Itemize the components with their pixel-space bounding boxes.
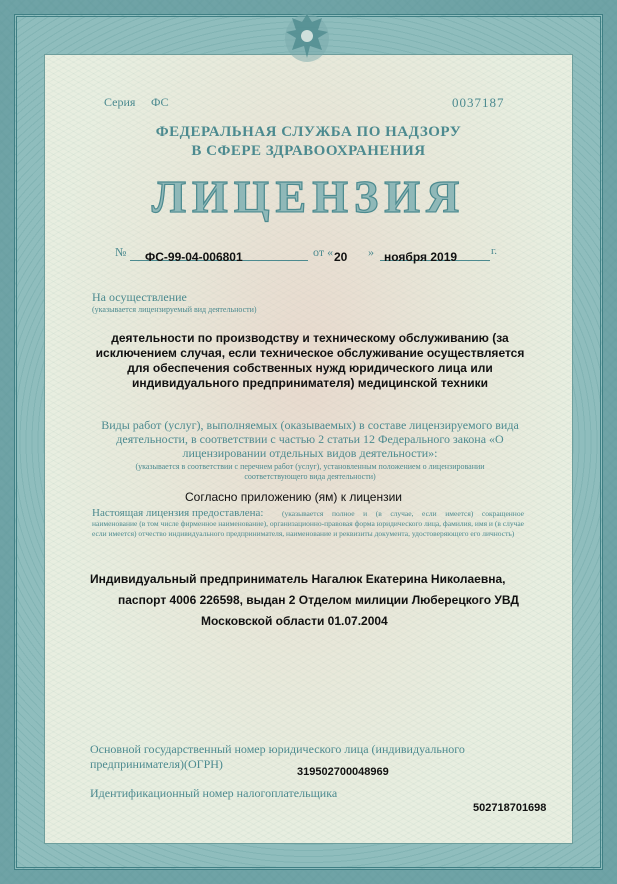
works-hint: (указывается в соответствии с перечнем работ (услуг), установленным положением о лицензировании соответствующего вида деятельности)	[135, 462, 485, 481]
works-text: Виды работ (услуг), выполняемых (оказываемых) в составе лицензируемого вида деятельности, в соответствии с частью 2 статьи 12 Федерального закона «О лицензировании отдельных видов деятельности»:	[101, 418, 519, 460]
agency-line1: ФЕДЕРАЛЬНАЯ СЛУЖБА ПО НАДЗОРУ	[155, 124, 462, 140]
document-title: ЛИЦЕНЗИЯ	[151, 171, 466, 222]
holder-label: Настоящая лицензия предоставлена:	[92, 507, 264, 519]
date-month-year: ноября 2019	[384, 250, 458, 264]
date-quote-close: »	[368, 245, 374, 259]
holder-line3: Московской области 01.07.2004	[201, 614, 388, 628]
holder-hint: (указывается полное и (в случае, если имеется) сокращенное наименование (в том числе фирменное наименование), организационно-правовая форма юридического лица, фамилия, имя и (в случае если имеется) отчество индивидуального предпринимателя, наименование и реквизиты документа, удостоверяющего его личность)	[92, 509, 524, 538]
number-sign: №	[115, 245, 127, 259]
activity-text: деятельности по производству и техническому обслуживанию (за исключением случая, если техническое обслуживание осуществляется для обеспечения собственных нужд юридического лица или индивидуального предпринимателя) медицинской техники	[95, 331, 525, 390]
inn-label: Идентификационный номер налогоплательщика	[90, 786, 338, 800]
inn-value: 502718701698	[473, 802, 547, 814]
series-label: Серия	[104, 95, 136, 109]
year-suffix: г.	[491, 245, 498, 257]
ogrn-value: 319502700048969	[297, 766, 389, 778]
works-value: Согласно приложению (ям) к лицензии	[185, 490, 402, 504]
date-from-label: от «	[313, 245, 334, 259]
series-value: ФС	[151, 95, 169, 109]
holder-line2: паспорт 4006 226598, выдан 2 Отделом милиции Люберецкого УВД	[118, 593, 519, 607]
date-day: 20	[334, 250, 348, 264]
holder-line1: Индивидуальный предприниматель Нагалюк Екатерина Николаевна,	[90, 572, 506, 586]
activity-label: На осуществление	[92, 290, 187, 304]
form-number: 0037187	[452, 95, 505, 110]
agency-line2: В СФЕРЕ ЗДРАВООХРАНЕНИЯ	[191, 143, 426, 159]
ogrn-label-line2: предпринимателя)(ОГРН)	[90, 757, 223, 771]
activity-hint: (указывается лицензируемый вид деятельности)	[92, 305, 257, 314]
ogrn-label-line1: Основной государственный номер юридического лица (индивидуального	[90, 742, 465, 756]
license-number: ФС-99-04-006801	[145, 250, 243, 264]
coat-of-arms-emblem	[282, 8, 332, 64]
